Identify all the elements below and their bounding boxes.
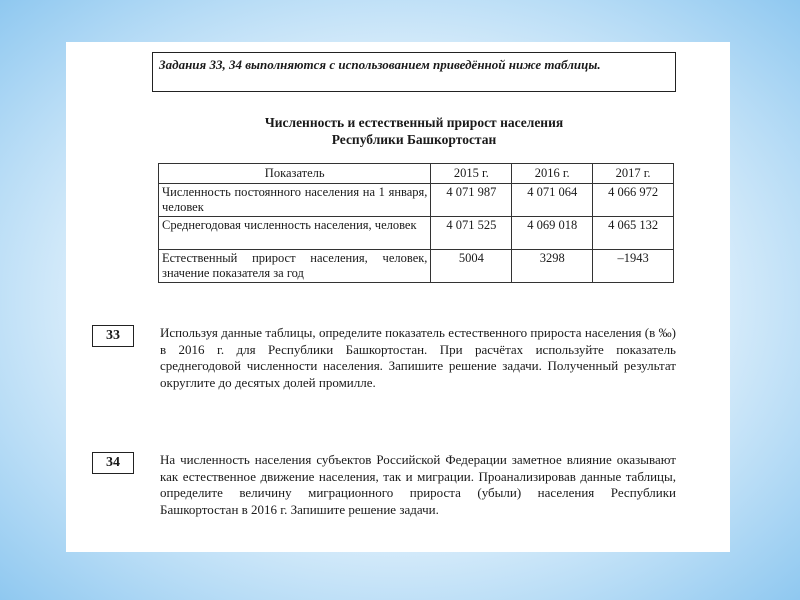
cell-value: –1943 [593,250,674,283]
table-title-line-1: Численность и естественный прирост населения [264,115,564,130]
cell-value: 4 071 987 [431,184,512,217]
table-header-row [159,164,674,184]
cell-value: 3298 [512,250,593,283]
task-text: На численность населения субъектов Российской Федерации заметное влияние оказывают как естественное движение населения, так и миграции. Проанализировав данные таблицы, определите величину миграционного прироста (убыли) населения Республики Башкортостан в 2016 г. Запишите решение задачи. [160,452,676,517]
header-2017: 2017 г. [593,164,674,184]
task-text: Используя данные таблицы, определите показатель естественного прироста населения (в ‰) в 2016 г. для Республики Башкортостан. При расчётах используйте показатель среднегодовой численности населения. Запишите решение задачи. Полученный результат округлите до десятых долей промилле. [160,325,676,390]
population-table [158,163,674,283]
cell-value: 4 071 525 [431,217,512,250]
row-label: Численность постоянного населения на 1 января, человек [159,184,431,217]
cell-value: 4 071 064 [512,184,593,217]
header-2015: 2015 г. [431,164,512,184]
instruction-note: Задания 33, 34 выполняются с использованием приведённой ниже таблицы. [152,52,676,92]
table-row [159,217,674,250]
cell-value: 4 069 018 [512,217,593,250]
cell-value: 4 065 132 [593,217,674,250]
table-row [159,184,674,217]
table-title [152,114,676,148]
task-number-box: 34 [92,452,134,474]
cell-value: 4 066 972 [593,184,674,217]
header-2016: 2016 г. [512,164,593,184]
cell-value: 5004 [431,250,512,283]
task-number-box: 33 [92,325,134,347]
row-label: Естественный прирост населения, человек, значение показателя за год [159,250,431,283]
slide-page [66,42,730,552]
header-indicator: Показатель [159,164,431,184]
table-row [159,250,674,283]
row-label: Среднегодовая численность населения, человек [159,217,431,250]
table-title-line-2: Республики Башкортостан [331,132,497,147]
